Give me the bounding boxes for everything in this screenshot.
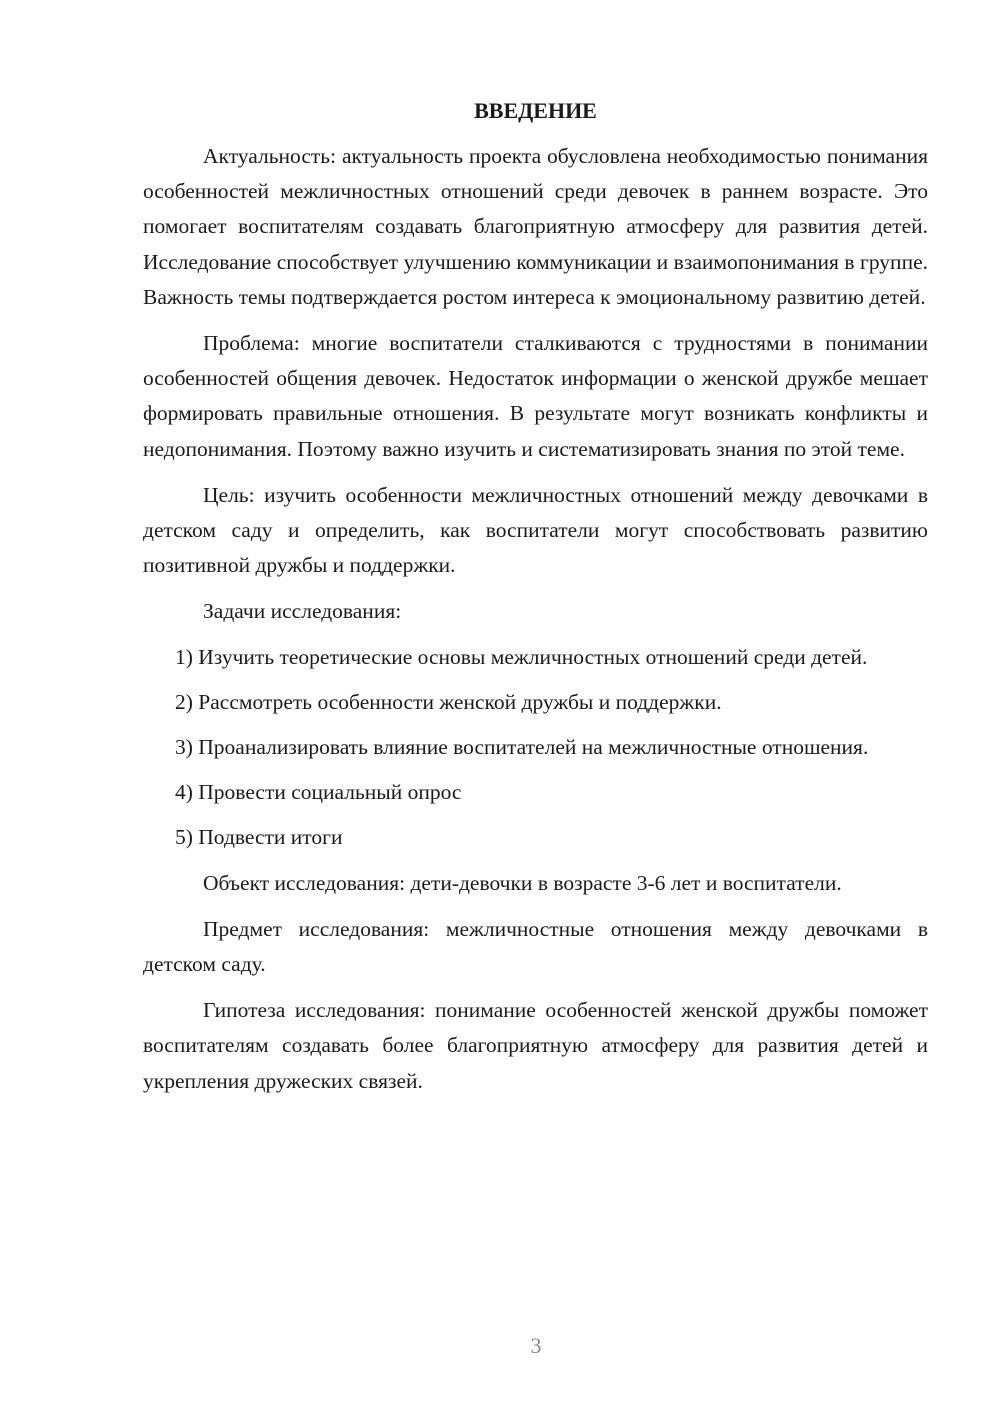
task-item-3: 3) Проанализировать влияние воспитателей на межличностные отношения.: [175, 735, 869, 760]
paragraph-object: Объект исследования: дети-девочки в возрасте 3-6 лет и воспитатели.: [203, 870, 842, 895]
page-number: 3: [530, 1333, 542, 1358]
paragraph-relevance: Актуальность: актуальность проекта обусловлена необходимостью понимания особенностей межличностных отношений среди девочек в раннем возрасте. Это помогает воспитателям создавать благоприятную атмосферу для развития детей. Исследование способствует улучшению коммуникации и взаимопонимания в группе. Важность темы подтверждается ростом интереса к эмоциональному развитию детей.: [143, 144, 928, 309]
task-item-5: 5) Подвести итоги: [175, 825, 343, 850]
task-item-2: 2) Рассмотреть особенности женской дружбы и поддержки.: [175, 689, 722, 714]
paragraph-subject: Предмет исследования: межличностные отношения между девочками в детском саду.: [143, 916, 928, 977]
section-heading: ВВЕДЕНИЕ: [474, 98, 597, 123]
paragraph-hypothesis: Гипотеза исследования: понимание особенностей женской дружбы поможет воспитателям создавать более благоприятную атмосферу для развития детей и укрепления дружеских связей.: [143, 998, 928, 1093]
paragraph-problem: Проблема: многие воспитатели сталкиваются с трудностями в понимании особенностей общения девочек. Недостаток информации о женской дружбе мешает формировать правильные отношения. В результате могут возникать конфликты и недопонимания. Поэтому важно изучить и систематизировать знания по этой теме.: [143, 331, 928, 461]
document-page: [143, 96, 928, 1110]
paragraph-tasks-title: Задачи исследования:: [203, 599, 402, 624]
paragraph-goal: Цель: изучить особенности межличностных отношений между девочками в детском саду и определить, как воспитатели могут способствовать развитию позитивной дружбы и поддержки.: [143, 482, 928, 578]
task-item-4: 4) Провести социальный опрос: [175, 780, 462, 805]
task-item-1: 1) Изучить теоретические основы межличностных отношений среди детей.: [175, 644, 868, 669]
